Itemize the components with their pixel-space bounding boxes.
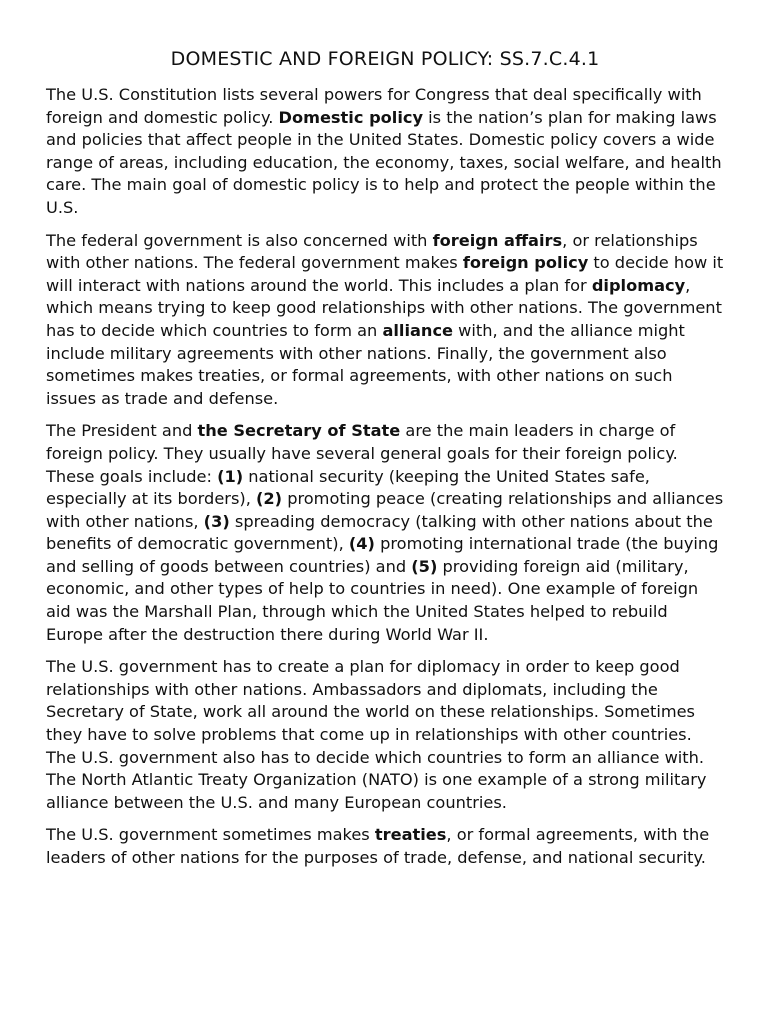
- paragraph-3: [46, 420, 724, 646]
- text-run: The U.S. Constitution lists several powers for Congress that deal specifically with foreign and domestic policy.: [46, 85, 702, 127]
- bold-term: (5): [411, 556, 438, 576]
- text-run: promoting peace (creating relationships and alliances with other nations,: [46, 489, 724, 531]
- text-run: The U.S. government sometimes makes: [46, 825, 375, 845]
- bold-term: the Secretary of State: [197, 421, 401, 441]
- text-run: , or relationships with other nations. The federal government makes: [46, 230, 698, 273]
- text-run: national security (keeping the United States safe, especially at its borders),: [46, 466, 650, 509]
- bold-term: foreign affairs: [432, 230, 563, 250]
- bold-term: (4): [348, 534, 375, 554]
- document-body: [46, 84, 724, 870]
- bold-term: diplomacy: [591, 275, 686, 295]
- text-run: is the nation’s plan for making laws and policies that affect people in the United States. Domestic policy covers a wide range of areas, including education, the economy, taxes, social welfare, and health care. The main goal of domestic policy is to help and protect the people within the U.S.: [46, 107, 722, 217]
- page-title: DOMESTIC AND FOREIGN POLICY: SS.7.C.4.1: [170, 48, 600, 70]
- bold-term: treaties: [374, 825, 447, 845]
- text-run: are the main leaders in charge of foreign policy. They usually have several general goals for their foreign policy. These goals include:: [46, 421, 678, 486]
- text-run: The President and: [46, 421, 198, 441]
- text-run: The U.S. government has to create a plan for diplomacy in order to keep good relationships with other nations. Ambassadors and diplomats, including the Secretary of State, work all around the world on these relationships. Sometimes they have to solve problems that come up in relationships with other countries. The U.S. government also has to decide which countries to form an alliance with. The North Atlantic Treaty Organization (NATO) is one example of a strong military alliance between the U.S. and many European countries.: [46, 657, 707, 812]
- document-page: [46, 44, 724, 880]
- bold-term: (3): [203, 511, 230, 531]
- paragraph-2: [46, 230, 724, 411]
- bold-term: (1): [217, 466, 244, 486]
- bold-term: Domestic policy: [278, 107, 424, 127]
- bold-term: foreign policy: [462, 253, 589, 273]
- text-run: The federal government is also concerned with: [46, 230, 433, 250]
- paragraph-4: [46, 656, 724, 814]
- text-run: with, and the alliance might include military agreements with other nations. Finally, the government also sometimes makes treaties, or formal agreements, with other nations on such issues as trade and defense.: [46, 320, 685, 408]
- text-run: spreading democracy (talking with other nations about the benefits of democratic government),: [46, 511, 713, 554]
- text-run: providing foreign aid (military, economic, and other types of help to countries in need). One example of foreign aid was the Marshall Plan, through which the United States helped to rebuild Europe after the destruction there during World War II.: [46, 556, 699, 644]
- text-run: to decide how it will interact with nations around the world. This includes a plan for: [46, 253, 724, 295]
- bold-term: alliance: [382, 320, 454, 340]
- text-run: , or formal agreements, with the leaders of other nations for the purposes of trade, defense, and national security.: [46, 825, 710, 867]
- bold-term: (2): [255, 489, 283, 509]
- text-run: promoting international trade (the buying and selling of goods between countries) and: [46, 534, 719, 576]
- paragraph-5: [46, 824, 724, 869]
- text-run: , which means trying to keep good relationships with other nations. The government has to decide which countries to form an: [46, 275, 722, 340]
- paragraph-1: [46, 84, 724, 220]
